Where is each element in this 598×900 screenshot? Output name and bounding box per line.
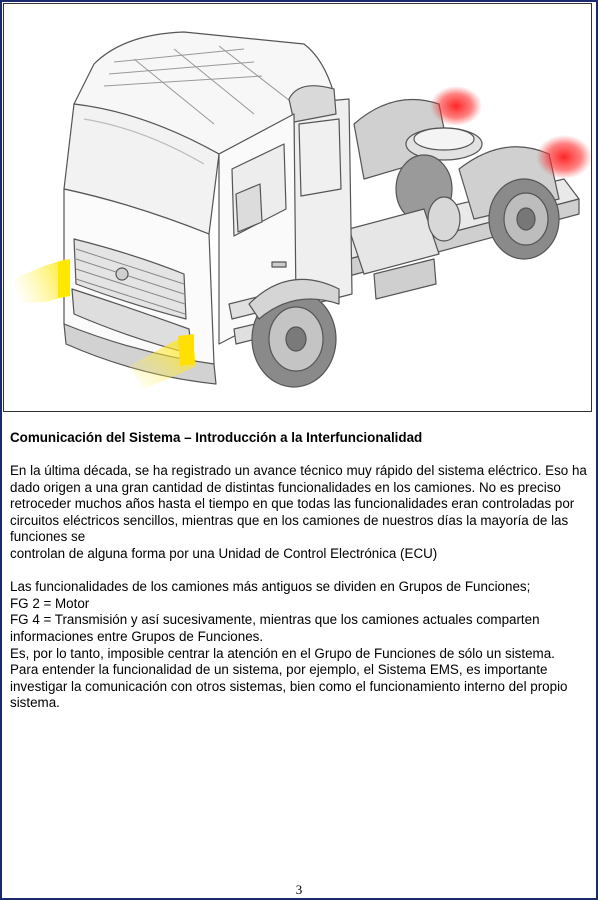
section-heading: Comunicación del Sistema – Introducción a la Interfuncionalidad [10,430,423,445]
paragraph-intro: En la última década, se ha registrado un avance técnico muy rápido del sistema eléctrico. Eso ha dado origen a una gran cantidad de distintas funcionalidades en los camiones. No es preciso retroceder muchos años hasta el tiempo en que todas las funcionalidades eran controladas por circuitos eléctricos sencillos, mientras que en los camiones de nuestros días la mayoría de las funciones se [10,463,587,545]
truck-illustration [4,4,591,411]
paragraph-fg2: FG 2 = Motor [10,595,90,611]
paragraph-gap [10,563,592,580]
paragraph-function-groups: Las funcionalidades de los camiones más antiguos se dividen en Grupos de Funciones; [10,579,531,595]
truck-figure [3,3,592,412]
body-text [10,463,592,712]
paragraph-impossible: Es, por lo tanto, imposible centrar la atención en el Grupo de Funciones de sólo un sistema. [10,645,555,661]
rear-left-red-glow [430,86,482,126]
paragraph-ems: Para entender la funcionalidad de un sistema, por ejemplo, el Sistema EMS, es importante investigar la comunicación con otros sistemas, bien como el funcionamiento interno del propio sistema. [10,662,568,711]
page-number: 3 [295,882,303,897]
paragraph-fg4: FG 4 = Transmisión y así sucesivamente, mientras que los camiones actuales comparten informaciones entre Grupos de Funciones. [10,612,540,644]
paragraph-ecu: controlan de alguna forma por una Unidad de Control Electrónica (ECU) [10,545,438,561]
rear-right-red-glow [536,135,591,179]
